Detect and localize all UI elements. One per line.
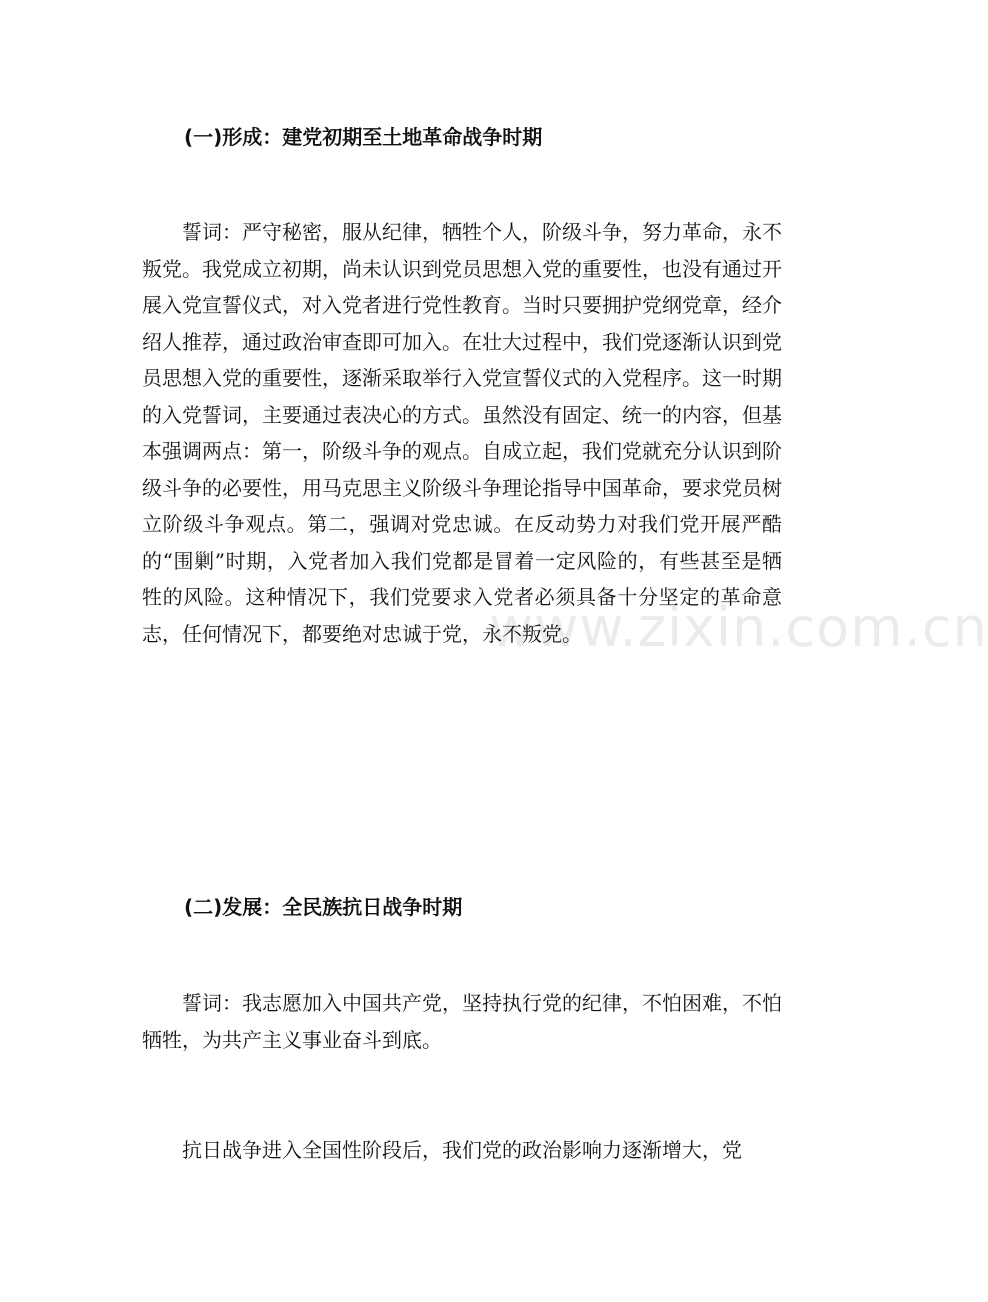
- body-paragraph-2: 誓词：我志愿加入中国共产党，坚持执行党的纪律，不怕困难，不怕牺牲，为共产主义事业奋斗到底。: [142, 991, 782, 1052]
- body-paragraph-1: 誓词：严守秘密，服从纪律，牺牲个人，阶级斗争，努力革命，永不叛党。我党成立初期，尚未认识到党员思想入党的重要性，也没有通过开展入党宣誓仪式，对入党者进行党性教育。当时只要拥护党纲党章，经介绍人推荐，通过政治审查即可加入。在壮大过程中，我们党逐渐认识到党员思想入党的重要性，逐渐采取举行入党宣誓仪式的入党程序。这一时期的入党誓词，主要通过表决心的方式。虽然没有固定、统一的内容，但基本强调两点：第一，阶级斗争的观点。自成立起，我们党就充分认识到阶级斗争的必要性，用马克思主义阶级斗争理论指导中国革命，要求党员树立阶级斗争观点。第二，强调对党忠诚。在反动势力对我们党开展严酷的“围剿”时期，入党者加入我们党都是冒着一定风险的，有些甚至是牺牲的风险。这种情况下，我们党要求入党者必须具备十分坚定的革命意志，任何情况下，都要绝对忠诚于党，永不叛党。: [142, 220, 782, 646]
- watermark-text: www.zixin.com.cn: [489, 596, 988, 659]
- section-heading-1: (一)形成：建党初期至土地革命战争时期: [184, 125, 543, 149]
- body-paragraph-3: 抗日战争进入全国性阶段后，我们党的政治影响力逐渐增大，党: [182, 1138, 742, 1162]
- section-heading-2: (二)发展：全民族抗日战争时期: [184, 895, 463, 919]
